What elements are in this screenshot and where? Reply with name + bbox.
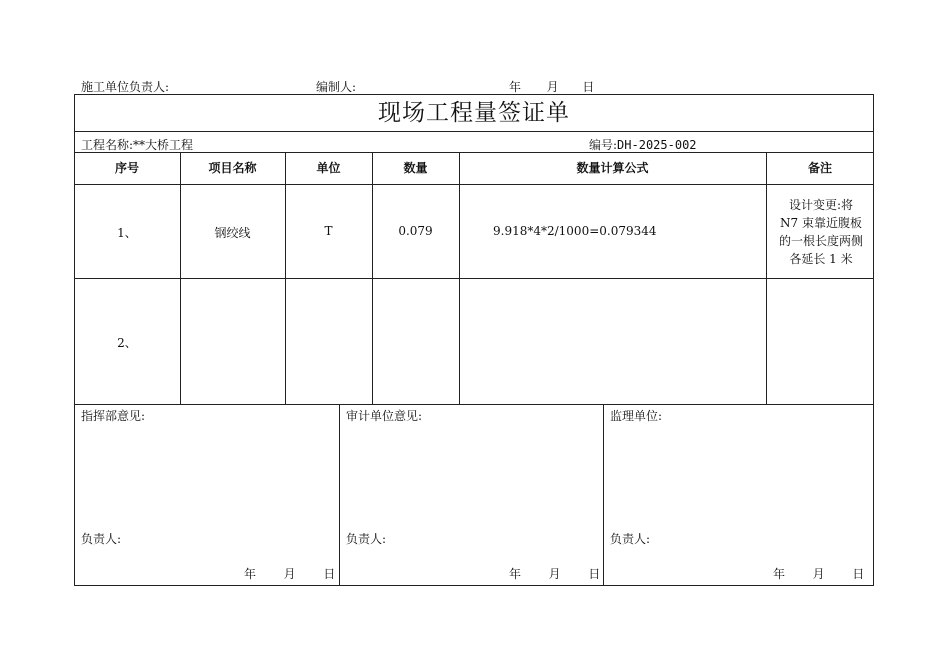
supervision-signer-label: 负责人: xyxy=(610,532,651,546)
row1-no: 1、 xyxy=(117,226,137,240)
supervision-date-year: 年 xyxy=(773,567,786,581)
divider-row1 xyxy=(74,278,874,279)
row1-item: 钢绞线 xyxy=(214,226,251,240)
hq-date-year: 年 xyxy=(244,567,257,581)
project-label: 工程名称: xyxy=(81,138,134,152)
contractor-leader-label: 施工单位负责人: xyxy=(81,80,170,94)
row1-note-line: N7 束靠近腹板 xyxy=(780,216,862,230)
hq-date-month: 月 xyxy=(283,567,296,581)
col-header-formula: 数量计算公式 xyxy=(576,161,649,175)
audit-date-year: 年 xyxy=(509,567,522,581)
supervision-date-month: 月 xyxy=(812,567,825,581)
audit-opinion-label: 审计单位意见: xyxy=(346,409,423,423)
row1-qty: 0.079 xyxy=(398,224,433,238)
row1-note xyxy=(768,196,874,268)
opinion-line-2 xyxy=(603,404,604,586)
project-name: **大桥工程 xyxy=(133,138,194,152)
hq-date-day: 日 xyxy=(323,567,336,581)
audit-date-day: 日 xyxy=(588,567,601,581)
number-info xyxy=(589,136,697,153)
divider-title xyxy=(74,131,874,132)
hq-opinion-label: 指挥部意见: xyxy=(81,409,146,423)
header-date xyxy=(509,78,594,95)
col-line-5 xyxy=(766,152,767,404)
number-value: DH-2025-002 xyxy=(617,138,697,152)
col-line-4 xyxy=(459,152,460,404)
divider-row2 xyxy=(74,404,874,405)
supervision-date xyxy=(773,565,864,582)
audit-date xyxy=(509,565,600,582)
col-line-3 xyxy=(372,152,373,404)
project-info xyxy=(81,136,193,153)
row1-note-line: 的一根长度两侧 xyxy=(778,234,863,248)
col-header-no: 序号 xyxy=(114,161,139,175)
date-day: 日 xyxy=(582,80,595,94)
col-header-note: 备注 xyxy=(807,161,832,175)
audit-signer-label: 负责人: xyxy=(346,532,387,546)
col-header-item: 项目名称 xyxy=(208,161,257,175)
row1-note-line: 设计变更:将 xyxy=(788,198,854,212)
opinion-line-1 xyxy=(339,404,340,586)
row1-formula: 9.918*4*2/1000=0.079344 xyxy=(493,224,657,238)
row1-unit: T xyxy=(324,224,333,238)
date-month: 月 xyxy=(546,80,559,94)
form-title: 现场工程量签证单 xyxy=(378,100,570,126)
col-header-unit: 单位 xyxy=(316,161,341,175)
number-label: 编号: xyxy=(589,138,618,152)
row2-no: 2、 xyxy=(117,336,137,350)
divider-header xyxy=(74,184,874,185)
col-header-qty: 数量 xyxy=(403,161,428,175)
supervision-label: 监理单位: xyxy=(610,409,663,423)
hq-date xyxy=(244,565,335,582)
preparer-label: 编制人: xyxy=(316,80,357,94)
audit-date-month: 月 xyxy=(548,567,561,581)
col-line-2 xyxy=(285,152,286,404)
row1-note-line: 各延长 1 米 xyxy=(789,252,853,266)
supervision-date-day: 日 xyxy=(852,567,865,581)
col-line-1 xyxy=(180,152,181,404)
hq-signer-label: 负责人: xyxy=(81,532,122,546)
date-year: 年 xyxy=(509,80,522,94)
